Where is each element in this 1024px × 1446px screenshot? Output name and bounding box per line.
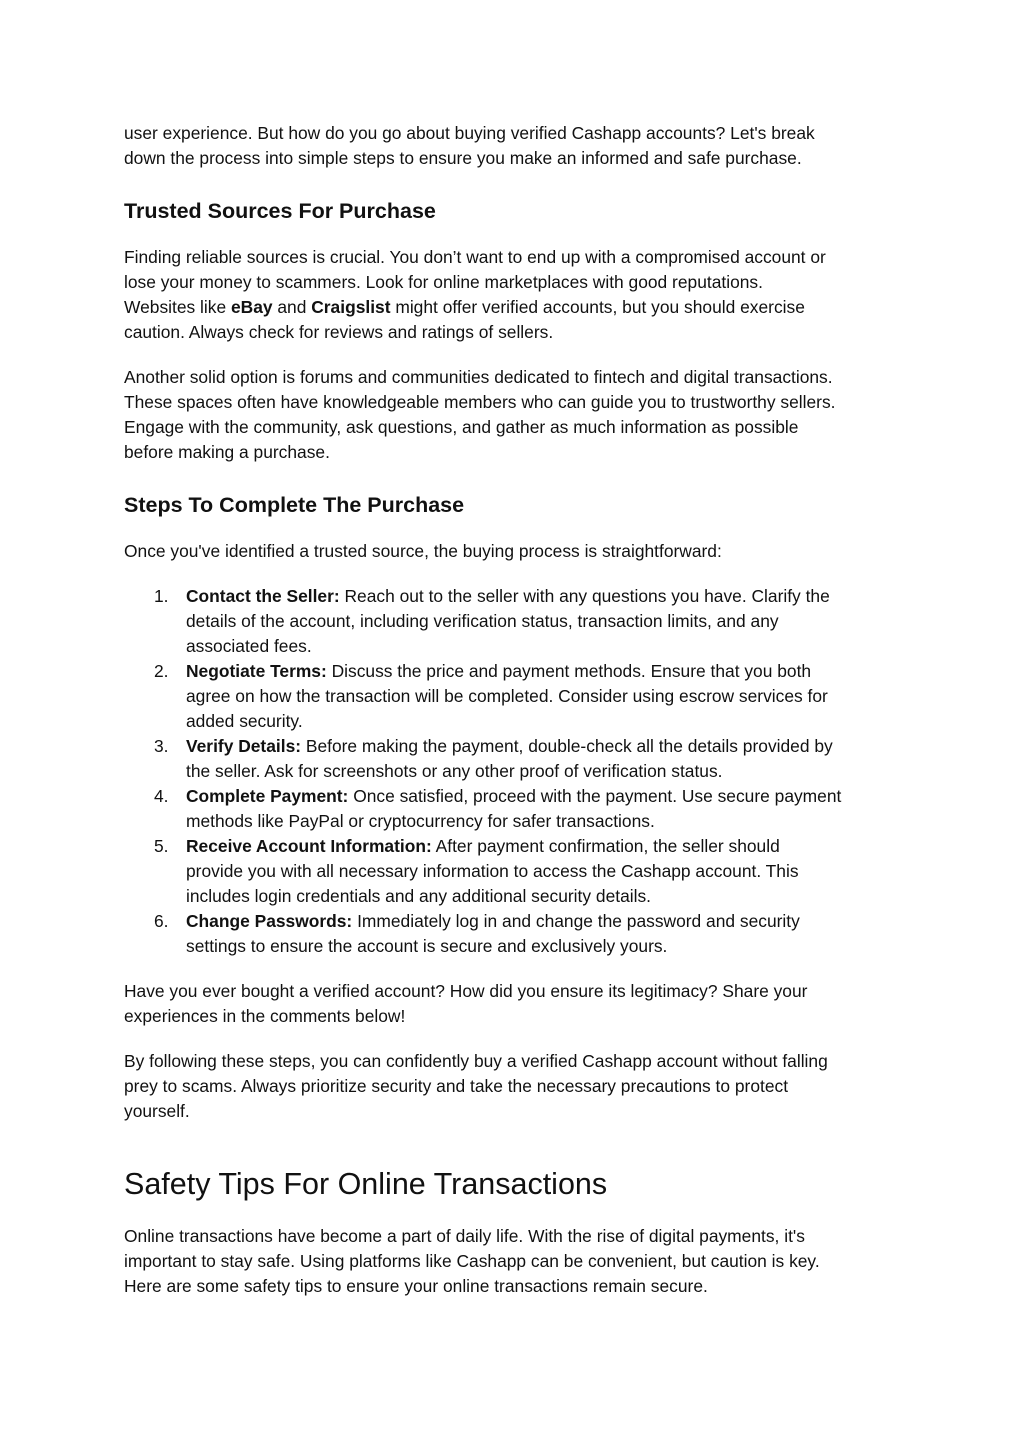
conclusion-paragraph: By following these steps, you can confidently buy a verified Cashapp account without falling prey to scams. Always prioritize security and take the necessary precautions to protect yourself. [124, 1051, 828, 1121]
list-item-text: After payment confirmation, the seller should provide you with all necessary information to access the Cashapp account. This includes login credentials and any additional security details. [186, 836, 799, 906]
safety-tips-heading: Safety Tips For Online Transactions [124, 1167, 608, 1201]
list-item-text: Before making the payment, double-check all the details provided by the seller. Ask for screenshots or any other proof of verification status. [186, 736, 833, 781]
trusted-sources-paragraph-2: Another solid option is forums and communities dedicated to fintech and digital transactions. These spaces often have knowledgeable members who can guide you to trustworthy sellers. Engage with the community, ask questions, and gather as much information as possible before making a purchase. [124, 367, 836, 462]
safety-tips-paragraph: Online transactions have become a part of daily life. With the rise of digital payments, it's important to stay safe. Using platforms like Cashapp can be convenient, but caution is key. Here are some safety tips to ensure your online transactions remain secure. [124, 1226, 820, 1296]
list-item-text: Once satisfied, proceed with the payment. Use secure payment methods like PayPal or cryptocurrency for safer transactions. [186, 786, 842, 831]
list-item-number: 4. [154, 786, 169, 806]
list-item-title: Change Passwords: [186, 911, 353, 931]
list-item-title: Contact the Seller: [186, 586, 340, 606]
list-item-title: Receive Account Information: [186, 836, 432, 856]
question-paragraph: Have you ever bought a verified account? How did you ensure its legitimacy? Share your experiences in the comments below! [124, 981, 808, 1026]
list-item-title: Verify Details: [186, 736, 302, 756]
list-item-title: Complete Payment: [186, 786, 349, 806]
list-item-number: 6. [154, 911, 169, 931]
paragraph-text: and [272, 297, 312, 317]
purchase-steps-list [124, 584, 904, 959]
document-content [124, 121, 904, 1319]
trusted-sources-paragraph-1 [124, 245, 904, 345]
list-item-number: 3. [154, 736, 169, 756]
paragraph-text: might offer verified accounts, but you should exercise caution. Always check for reviews and ratings of sellers. [124, 297, 805, 342]
list-item-number: 2. [154, 661, 169, 681]
list-item [124, 584, 904, 659]
list-item-text: Immediately log in and change the password and security settings to ensure the account is secure and exclusively yours. [186, 911, 800, 956]
list-item [124, 734, 904, 784]
intro-paragraph: user experience. But how do you go about buying verified Cashapp accounts? Let's break down the process into simple steps to ensure you make an informed and safe purchase. [124, 123, 815, 168]
list-item-number: 1. [154, 586, 169, 606]
list-item-text: Reach out to the seller with any questions you have. Clarify the details of the account, including verification status, transaction limits, and any associated fees. [186, 586, 830, 656]
list-item-text: Discuss the price and payment methods. Ensure that you both agree on how the transaction will be completed. Consider using escrow services for added security. [186, 661, 828, 731]
list-item [124, 784, 904, 834]
paragraph-text: Finding reliable sources is crucial. You don’t want to end up with a compromised account or lose your money to scammers. Look for online marketplaces with good reputations. Websites like [124, 247, 826, 317]
list-item [124, 659, 904, 734]
ebay-bold-text: eBay [230, 297, 273, 317]
steps-heading: Steps To Complete The Purchase [124, 493, 465, 517]
list-item-number: 5. [154, 836, 169, 856]
list-item-title: Negotiate Terms: [186, 661, 327, 681]
craigslist-bold-text: Craigslist [311, 297, 391, 317]
trusted-sources-heading: Trusted Sources For Purchase [124, 199, 436, 223]
list-item [124, 834, 904, 909]
steps-intro-paragraph: Once you've identified a trusted source, the buying process is straightforward: [124, 541, 722, 561]
list-item [124, 909, 904, 959]
